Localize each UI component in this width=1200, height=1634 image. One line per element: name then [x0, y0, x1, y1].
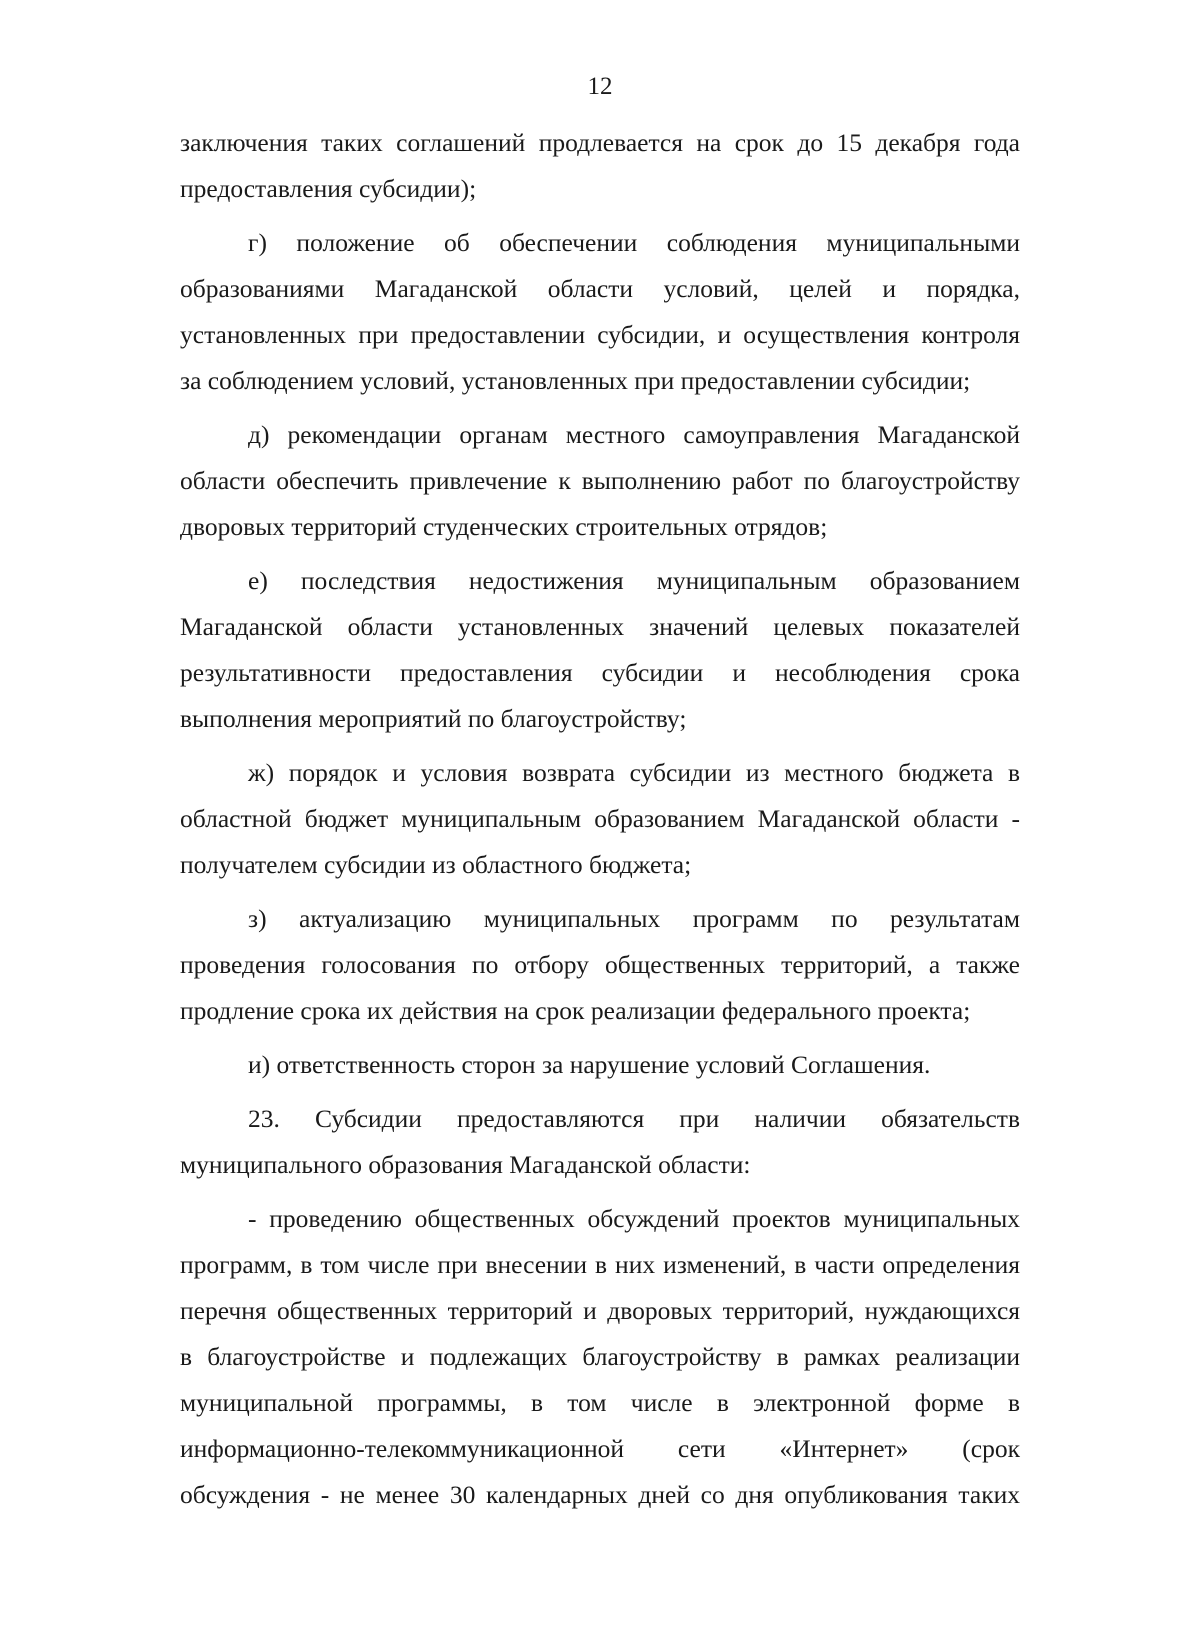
text-line: е) последствия недостижения муниципальным образованием [248, 566, 1020, 595]
text-line: дворовых территорий студенческих строительных отрядов; [180, 512, 828, 541]
text-line: д) рекомендации органам местного самоуправления Магаданской [248, 420, 1020, 449]
paragraph [180, 896, 1020, 1034]
text-line: за соблюдением условий, установленных при предоставлении субсидии; [180, 366, 971, 395]
paragraph [180, 558, 1020, 742]
text-line: области обеспечить привлечение к выполнению работ по благоустройству [180, 466, 1020, 495]
text-line: областной бюджет муниципальным образованием Магаданской области - [180, 804, 1020, 833]
page-number: 12 [587, 73, 613, 100]
text-line: установленных при предоставлении субсидии, и осуществления контроля [180, 320, 1020, 349]
paragraph [180, 750, 1020, 888]
text-line: выполнения мероприятий по благоустройству; [180, 704, 687, 733]
text-line: з) актуализацию муниципальных программ по результатам [248, 904, 1020, 933]
text-line: перечня общественных территорий и дворовых территорий, нуждающихся [180, 1296, 1020, 1325]
paragraph [180, 220, 1020, 404]
paragraph [180, 120, 1020, 212]
text-line: результативности предоставления субсидии и несоблюдения срока [180, 658, 1020, 687]
text-line: продление срока их действия на срок реализации федерального проекта; [180, 996, 971, 1025]
text-line: муниципального образования Магаданской области: [180, 1150, 751, 1179]
text-line: программ, в том числе при внесении в них изменений, в части определения [180, 1250, 1020, 1279]
paragraph [180, 1196, 1020, 1518]
text-line: получателем субсидии из областного бюджета; [180, 850, 692, 879]
text-line: проведения голосования по отбору общественных территорий, а также [180, 950, 1020, 979]
text-line: 23. Субсидии предоставляются при наличии обязательств [248, 1104, 1020, 1133]
paragraph [180, 412, 1020, 550]
text-line: ж) порядок и условия возврата субсидии из местного бюджета в [248, 758, 1020, 787]
text-line: - проведению общественных обсуждений проектов муниципальных [248, 1204, 1020, 1233]
paragraph [180, 1042, 1020, 1088]
text-line: и) ответственность сторон за нарушение условий Соглашения. [248, 1050, 931, 1079]
text-line: информационно-телекоммуникационной сети «Интернет» (срок [180, 1434, 1020, 1463]
text-line: обсуждения - не менее 30 календарных дней со дня опубликования таких [180, 1480, 1020, 1509]
document-body [180, 120, 1020, 1518]
text-line: г) положение об обеспечении соблюдения муниципальными [248, 228, 1020, 257]
text-line: в благоустройстве и подлежащих благоустройству в рамках реализации [180, 1342, 1020, 1371]
text-line: Магаданской области установленных значений целевых показателей [180, 612, 1020, 641]
paragraph [180, 1096, 1020, 1188]
text-line: заключения таких соглашений продлевается на срок до 15 декабря года [180, 128, 1020, 157]
text-line: муниципальной программы, в том числе в электронной форме в [180, 1388, 1020, 1417]
text-line: образованиями Магаданской области условий, целей и порядка, [180, 274, 1020, 303]
text-line: предоставления субсидии); [180, 174, 477, 203]
